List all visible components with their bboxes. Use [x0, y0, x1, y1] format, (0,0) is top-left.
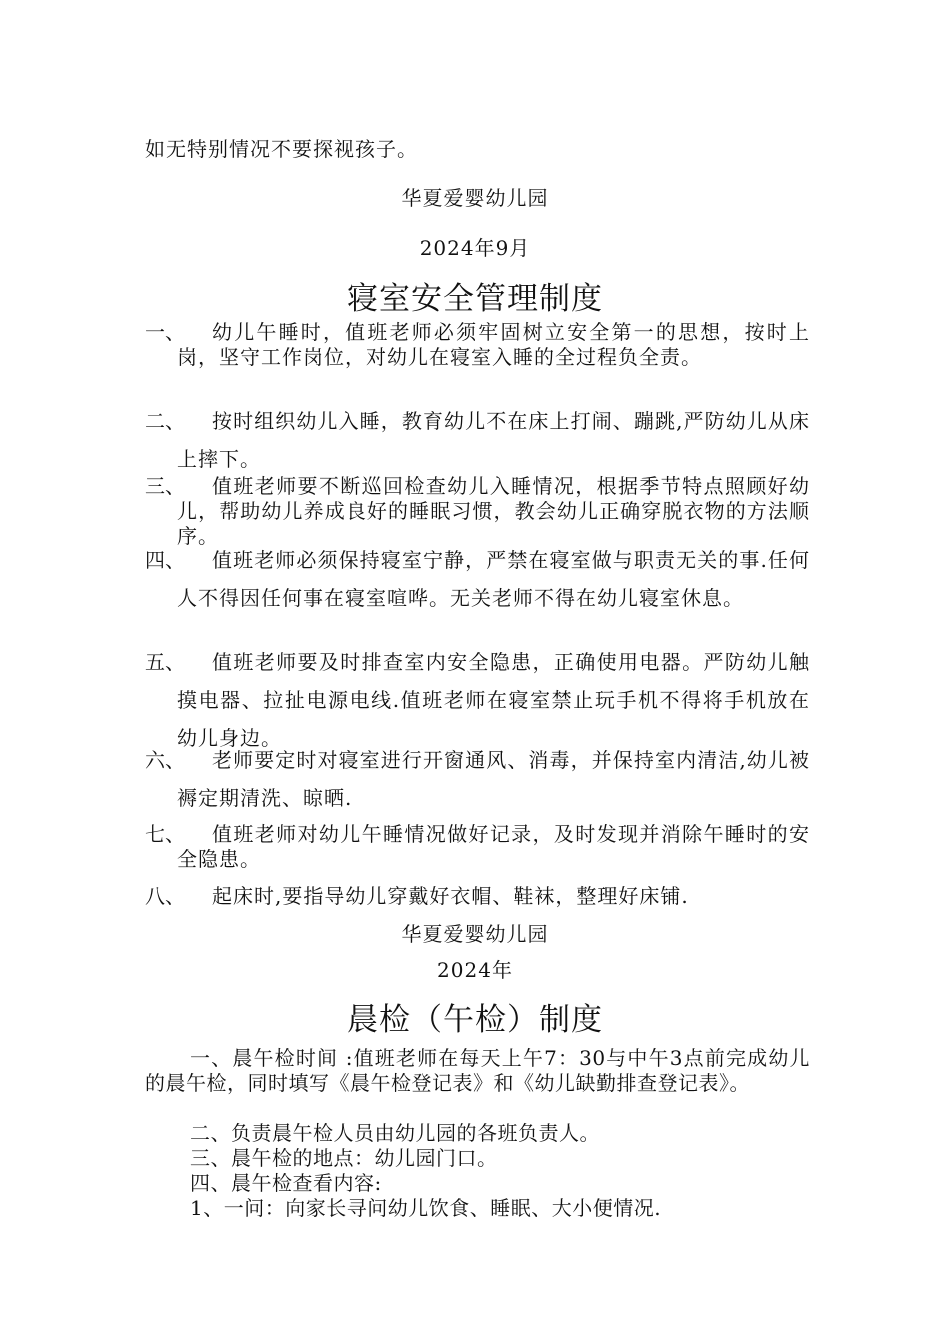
rule-item-1 — [145, 320, 810, 370]
paragraph-check-time: 一、晨午检时间 :值班老师在每天上午7：30与中午3点前完成幼儿的晨午检，同时填写《晨午检登记表》和《幼儿缺勤排查登记表》。 — [145, 1046, 810, 1095]
section-title-dormitory: 寝室安全管理制度 — [347, 281, 603, 317]
signature-org: 华夏爱婴幼儿园 — [401, 922, 549, 946]
rule-number: 七、 — [145, 822, 185, 846]
rule-text: 值班老师必须保持寝室宁静，严禁在寝室做与职责无关的事.任何人不得因任何事在寝室喧哗。无关老师不得在幼儿寝室休息。 — [177, 548, 810, 610]
rule-item-5 — [145, 643, 810, 757]
rule-number: 二、 — [145, 409, 185, 433]
rule-text: 值班老师要不断巡回检查幼儿入睡情况，根据季节特点照顾好幼儿，帮助幼儿养成良好的睡眠习惯，教会幼儿正确穿脱衣物的方法顺序。 — [177, 474, 810, 548]
rule-item-8 — [145, 884, 810, 909]
rule-number: 一、 — [145, 320, 185, 344]
rule-text: 值班老师对幼儿午睡情况做好记录，及时发现并消除午睡时的安全隐患。 — [177, 822, 810, 871]
paragraph-contents: 四、晨午检查看内容: — [190, 1171, 382, 1195]
rule-text: 值班老师要及时排查室内安全隐患，正确使用电器。严防幼儿触摸电器、拉扯电源电线.值班老师在寝室禁止玩手机不得将手机放在幼儿身边。 — [177, 650, 810, 750]
signature-org: 华夏爱婴幼儿园 — [401, 186, 549, 210]
rule-item-3 — [145, 474, 810, 549]
rule-item-7 — [145, 822, 810, 872]
rule-text: 老师要定时对寝室进行开窗通风、消毒，并保持室内清洁,幼儿被褥定期清洗、晾晒. — [177, 748, 810, 810]
rule-text: 起床时,要指导幼儿穿戴好衣帽、鞋袜，整理好床铺. — [212, 884, 689, 908]
paragraph-responsible: 二、负责晨午检人员由幼儿园的各班负责人。 — [190, 1121, 600, 1145]
rule-number: 四、 — [145, 548, 185, 572]
rule-number: 八、 — [145, 884, 185, 908]
rule-text: 幼儿午睡时，值班老师必须牢固树立安全第一的思想，按时上岗，坚守工作岗位，对幼儿在寝室入睡的全过程负全责。 — [177, 320, 810, 369]
paragraph-location: 三、晨午检的地点：幼儿园门口。 — [190, 1146, 498, 1170]
rule-number: 三、 — [145, 474, 185, 498]
rule-item-6 — [145, 741, 810, 817]
rule-number: 六、 — [145, 748, 185, 772]
rule-text: 按时组织幼儿入睡，教育幼儿不在床上打闹、蹦跳,严防幼儿从床上摔下。 — [177, 409, 810, 471]
signature-date: 2024年9月 — [419, 236, 531, 260]
paragraph-ask: 1、一问：向家长寻问幼儿饮食、睡眠、大小便情况. — [190, 1196, 662, 1220]
section-title-morning-check: 晨检（午检）制度 — [347, 1002, 603, 1038]
signature-date: 2024年 — [437, 958, 513, 982]
rule-item-4 — [145, 541, 810, 617]
rule-number: 五、 — [145, 650, 185, 674]
continuation-line: 如无特别情况不要探视孩子。 — [145, 137, 418, 161]
rule-item-2 — [145, 402, 810, 478]
